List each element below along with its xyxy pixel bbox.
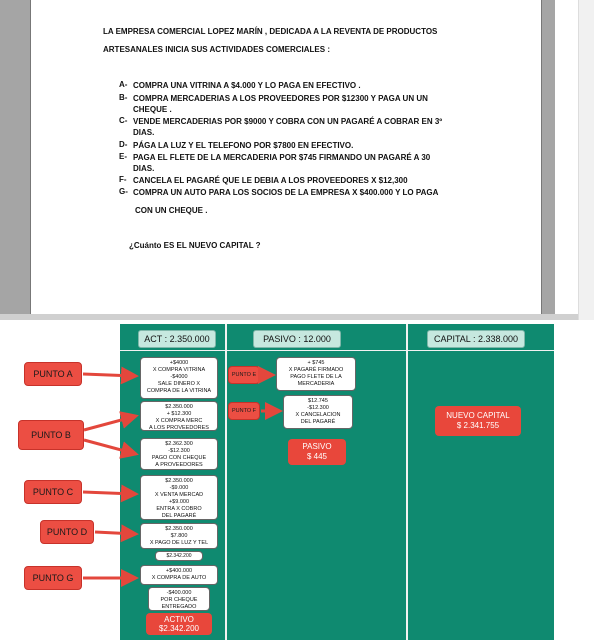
item-letter-e: E- [119,152,127,161]
box-line: ENTRA X COBRO [156,506,202,512]
item-line: COMPRA UN AUTO PARA LOS SOCIOS DE LA EMPRESA X $400.000 Y LO PAGA [133,188,439,197]
box-line: SALE DINERO X [157,381,201,387]
box-line: X COMPRA MERC [155,418,203,424]
item-text-b [133,93,428,115]
box-line: X COMPRA VITRINA [152,367,206,373]
item-line: DIAS. [133,128,155,137]
item-text-e [133,152,430,174]
item-letter-d: D- [119,140,128,149]
box-line: X CANCELACION [295,412,341,418]
box-line: -$9.000 [169,485,189,491]
box-line: POR CHEQUE [160,597,198,603]
document-page [30,0,542,314]
pasivo-total-label: PASIVO [302,442,332,451]
box-line: $2.350.000 [165,404,193,410]
punto-e-label: PUNTO E [228,366,260,384]
item-line: CON UN CHEQUE . [135,206,208,215]
item-text-g [133,187,438,224]
item-line: COMPRA UNA VITRINA A $4.000 Y LO PAGA EN EFECTIVO . [133,81,361,90]
item-line: CHEQUE . [133,105,172,114]
box-line: +$400.000 [165,568,193,574]
header-capital: CAPITAL : 2.338.000 [427,330,525,348]
item-letter-g: G- [119,187,128,196]
punto-a-label: PUNTO A [24,362,82,386]
capital-total-value: $ 2.341.755 [456,421,500,430]
box-line: $7.800 [170,533,188,539]
page-margin-right [541,0,555,314]
item-letter-a: A- [119,80,128,89]
box-line: $2.350.000 [165,478,193,484]
box-line: $2.342.200 [166,553,192,559]
item-text-f [133,175,408,186]
item-line: DIAS. [133,164,155,173]
item-letter-b: B- [119,93,128,102]
arrow-a [83,374,136,376]
box-line: DEL PAGARÉ [300,419,336,425]
activo-total-label: ACTIVO [164,615,194,624]
item-line: VENDE MERCADERIAS POR $9000 Y COBRA CON UN PAGARÉ A COBRAR EN 3º [133,117,443,126]
page-margin-left [0,0,30,314]
box-line: A LOS PROVEEDORES [149,425,209,431]
box-line: -$12.300 [168,448,190,454]
intro-line-1: LA EMPRESA COMERCIAL LOPEZ MARÍN , DEDICADA A LA REVENTA DE PRODUCTOS [103,27,438,36]
box-line: X PAGO DE LUZ Y TEL [149,540,209,546]
box-line: MERCADERIA [297,381,335,387]
box-line: $12.745 [308,398,328,404]
item-line: PAGA EL FLETE DE LA MERCADERIA POR $745 FIRMANDO UN PAGARÉ A 30 [133,153,431,162]
activo-total-value: $2.342.200 [158,624,200,633]
item-letter-f: F- [119,175,127,184]
item-line: CANCELA EL PAGARÉ QUE LE DEBIA A LOS PROVEEDORES X $12,300 [133,176,408,185]
box-line: X COMPRA DE AUTO [151,575,207,581]
box-line: -$400.000 [166,590,192,596]
box-line: COMPRA DE LA VITRINA [146,388,212,394]
box-line: +$4000 [169,360,189,366]
box-line: + $745 [307,360,325,366]
arrow-d [95,532,136,534]
box-line: X PAGARÉ FIRMADO [288,367,344,373]
box-line: -$4000 [170,374,188,380]
question: ¿Cuánto ES EL NUEVO CAPITAL ? [129,241,261,250]
box-line: ENTREGADO [161,604,197,610]
arrow-c [83,492,136,494]
box-line: DEL PAGARÉ [161,513,197,519]
box-line: X VENTA MERCAD [154,492,204,498]
capital-total-label: NUEVO CAPITAL [446,411,510,420]
intro-line-2: ARTESANALES INICIA SUS ACTIVIDADES COMERCIALES : [103,45,330,54]
box-line: -$12.300 [307,405,329,411]
item-letter-c: C- [119,116,128,125]
box-line: PAGO CON CHEQUE [151,455,207,461]
punto-c-label: PUNTO C [24,480,82,504]
punto-d-label: PUNTO D [40,520,94,544]
box-line: $2.362.300 [165,441,193,447]
header-pasivo: PASIVO : 12.000 [253,330,341,348]
box-line: PAGO FLETE DE LA [290,374,342,380]
punto-g-label: PUNTO G [24,566,82,590]
accounting-diagram [0,320,594,644]
box-line: + $12.300 [166,411,192,417]
punto-f-label: PUNTO F [228,402,260,420]
header-activo: ACT : 2.350.000 [138,330,216,348]
punto-b-label: PUNTO B [18,420,84,450]
item-text-c [133,116,442,138]
item-text-d [133,140,353,151]
box-line: +$9.000 [168,499,190,505]
pasivo-total-value: $ 445 [306,452,328,461]
box-line: A PROVEEDORES [155,462,203,468]
arrow-b-2 [84,440,136,454]
item-line: PÁGA LA LUZ Y EL TELEFONO POR $7800 EN EFECTIVO. [133,141,354,150]
box-line: $2.350.000 [165,526,193,532]
item-text-a [133,80,361,91]
arrows-layer [0,320,594,644]
item-line: COMPRA MERCADERIAS A LOS PROVEEDORES POR $12300 Y PAGA UN UN [133,94,428,103]
arrow-b-1 [84,416,136,430]
